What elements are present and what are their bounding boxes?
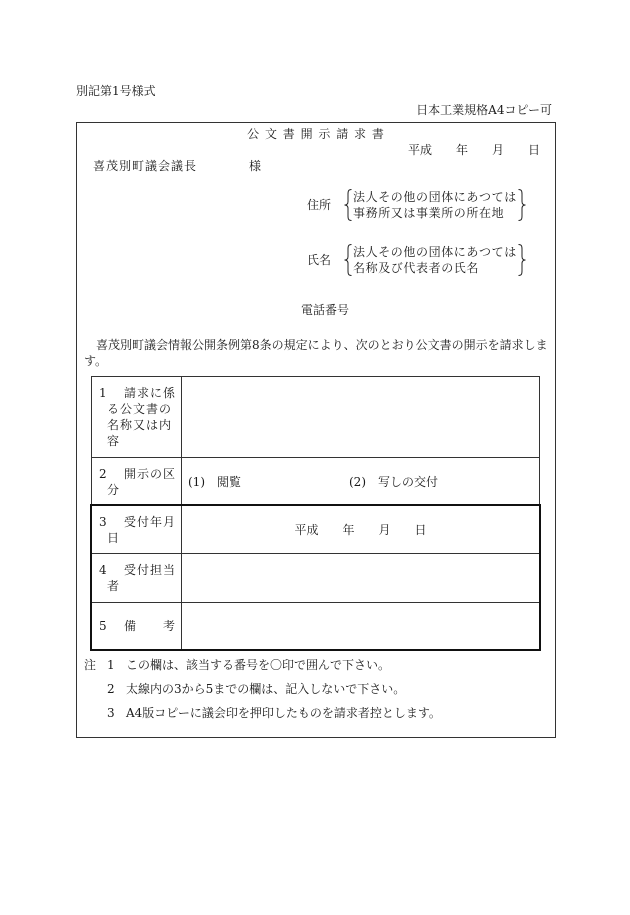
row-label-cell <box>92 377 182 457</box>
row-number: 1 <box>99 386 107 400</box>
note-text: 太線内の3から5までの欄は、記入しないで下さい。 <box>126 682 406 696</box>
bracket-right <box>518 189 526 221</box>
note-text: この欄は、該当する番号を〇印で囲んで下さい。 <box>126 658 391 672</box>
phone-label: 電話番号 <box>301 303 350 317</box>
row-value-cell <box>182 506 539 553</box>
row-value-cell <box>182 603 539 649</box>
addressee-honorific: 様 <box>249 159 262 173</box>
row-label: 請求に係る公文書の名称又は内容 <box>107 386 177 448</box>
note-item <box>107 705 441 721</box>
request-table <box>91 376 540 650</box>
row-label-cell <box>92 603 182 649</box>
name-label: 氏名 <box>307 253 332 267</box>
notes-prefix: 注 <box>84 658 97 672</box>
row-number: 4 <box>99 563 107 577</box>
note-item <box>107 681 405 697</box>
row-number: 2 <box>99 466 107 481</box>
copy-notice: 日本工業規格A4コピー可 <box>416 103 552 117</box>
name-note <box>353 244 517 276</box>
disclosure-option-view: (1) 閲覧 <box>188 474 241 489</box>
bracket-right <box>518 244 526 276</box>
row-label-cell <box>92 506 182 553</box>
note-number: 3 <box>107 706 115 720</box>
name-note-line: 名称及び代表者の氏名 <box>353 261 480 275</box>
addressee: 喜茂別町議会議長 <box>93 159 198 173</box>
note-item <box>107 657 390 673</box>
row-value-cell <box>182 554 539 602</box>
table-row <box>92 377 539 457</box>
address-label: 住所 <box>307 198 332 212</box>
form-title: 公 文 書 開 示 請 求 書 <box>247 127 385 141</box>
table-row <box>92 457 539 505</box>
row-number: 3 <box>99 514 107 529</box>
bracket-left <box>344 244 352 276</box>
row-label: 開示の区分 <box>107 466 177 497</box>
row-label: 備 考 <box>124 619 177 633</box>
bracket-left <box>344 189 352 221</box>
row-label: 受付担当者 <box>107 563 177 593</box>
note-number: 1 <box>107 658 115 672</box>
row-number: 5 <box>99 619 107 633</box>
table-row <box>92 505 539 553</box>
disclosure-option-copy: (2) 写しの交付 <box>349 474 438 489</box>
receipt-date: 平成 年 月 日 <box>294 522 427 537</box>
row-label-cell <box>92 554 182 602</box>
note-number: 2 <box>107 682 115 696</box>
request-statement: 喜茂別町議会情報公開条例第8条の規定により、次のとおり公文書の開示を請求します。 <box>84 338 548 368</box>
form-number: 別記第1号様式 <box>76 84 156 98</box>
request-date: 平成 年 月 日 <box>408 143 541 157</box>
table-row <box>92 602 539 649</box>
table-row <box>92 553 539 602</box>
note-text: A4版コピーに議会印を押印したものを請求者控とします。 <box>126 706 441 720</box>
row-value-cell <box>182 377 539 457</box>
address-note-line: 事務所又は事業所の所在地 <box>353 206 505 220</box>
address-note-line: 法人その他の団体にあつては <box>353 190 517 204</box>
row-label: 受付年月日 <box>107 514 177 545</box>
row-value-cell <box>182 458 539 505</box>
row-label-cell <box>92 458 182 505</box>
name-note-line: 法人その他の団体にあつては <box>353 245 517 259</box>
address-note <box>353 189 517 221</box>
